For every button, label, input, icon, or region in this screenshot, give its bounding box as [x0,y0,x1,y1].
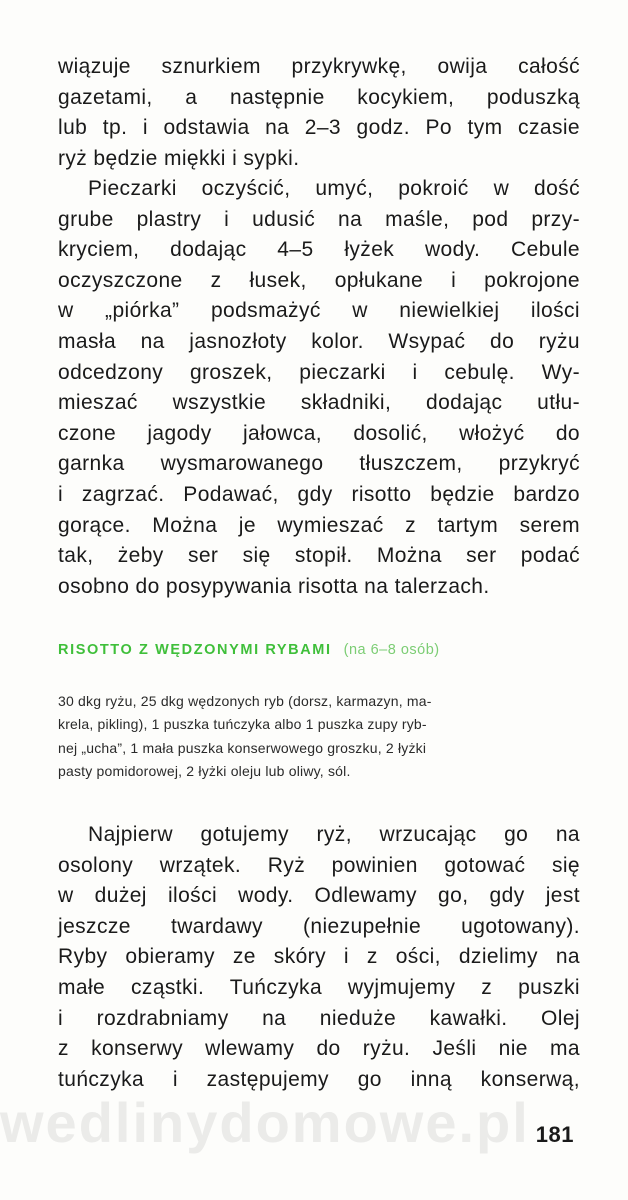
text-line: czone jagody jałowca, dosolić, włożyć do [58,421,580,445]
text-line: tak, żeby ser się stopił. Można ser podać [58,544,580,568]
paragraph-method [58,820,580,1095]
text-line: grube plastry i udusić na maśle, pod przy- [58,207,580,231]
text-line: Pieczarki oczyścić, umyć, pokroić w dość [88,177,580,200]
text-line: garnka wysmarowanego tłuszczem, przykryć [58,452,580,476]
text-line: Ryby obieramy ze skóry i z ości, dzielimy na [58,945,580,969]
text-line: oczyszczone z łusek, opłukane i pokrojone [58,268,580,292]
text-line: gazetami, a następnie kocykiem, poduszką [58,85,580,109]
page-number: 181 [535,1122,574,1147]
text-line: tuńczyka i zastępujemy go inną konserwą, [58,1067,580,1091]
text-line: małe cząstki. Tuńczyka wyjmujemy z puszki [58,975,580,999]
watermark: wedlinydomowe.pl [0,1091,530,1154]
ingredients-line: pasty pomidorowej, 2 łyżki oleju lub oliwy, sól. [58,763,351,780]
text-line: jeszcze twardawy (niezupełnie ugotowany). [58,914,580,938]
text-line: Najpierw gotujemy ryż, wrzucając go na [88,823,580,846]
ingredients-line: nej „ucha”, 1 mała puszka konserwowego groszku, 2 łyżki [58,739,427,756]
text-line: mieszać wszystkie składniki, dodając utłu- [58,391,580,415]
text-line: kryciem, dodając 4–5 łyżek wody. Cebule [58,238,580,262]
text-line: w dużej ilości wody. Odlewamy go, gdy jest [58,884,580,908]
text-line: i zagrzać. Podawać, gdy risotto będzie bardzo [58,482,580,506]
recipe-title: RISOTTO Z WĘDZONYMI RYBAMI [58,642,332,658]
recipe-heading [58,640,580,660]
ingredients-line: 30 dkg ryżu, 25 dkg wędzonych ryb (dorsz, karmazyn, ma- [58,693,432,709]
text-line: osolony wrzątek. Ryż powinien gotować się [58,853,580,877]
ingredients-list [58,690,580,784]
text-line: masła na jasnozłoty kolor. Wsypać do ryżu [58,329,580,353]
paragraph-continuation [58,52,580,174]
ingredients-line: krela, pikling), 1 puszka tuńczyka albo 1 puszka zupy ryb- [58,716,427,733]
paragraph-mushrooms [58,174,580,602]
text-line: w „piórka” podsmażyć w niewielkiej ilości [58,299,580,323]
text-line: z konserwy wlewamy do ryżu. Jeśli nie ma [58,1037,580,1061]
text-line: wiązuje sznurkiem przykrywkę, owija całość [58,55,580,78]
text-line: gorące. Można je wymieszać z tartym serem [58,513,580,537]
text-line: odcedzony groszek, pieczarki i cebulę. Wy- [58,360,580,384]
text-line: osobno do posypywania risotta na talerzach. [58,574,490,598]
recipe-servings: (na 6–8 osób) [343,642,440,658]
text-line: lub tp. i odstawia na 2–3 godz. Po tym czasie [58,116,580,140]
text-line: i rozdrabniamy na nieduże kawałki. Olej [58,1006,580,1030]
text-line: ryż będzie miękki i sypki. [58,146,300,170]
